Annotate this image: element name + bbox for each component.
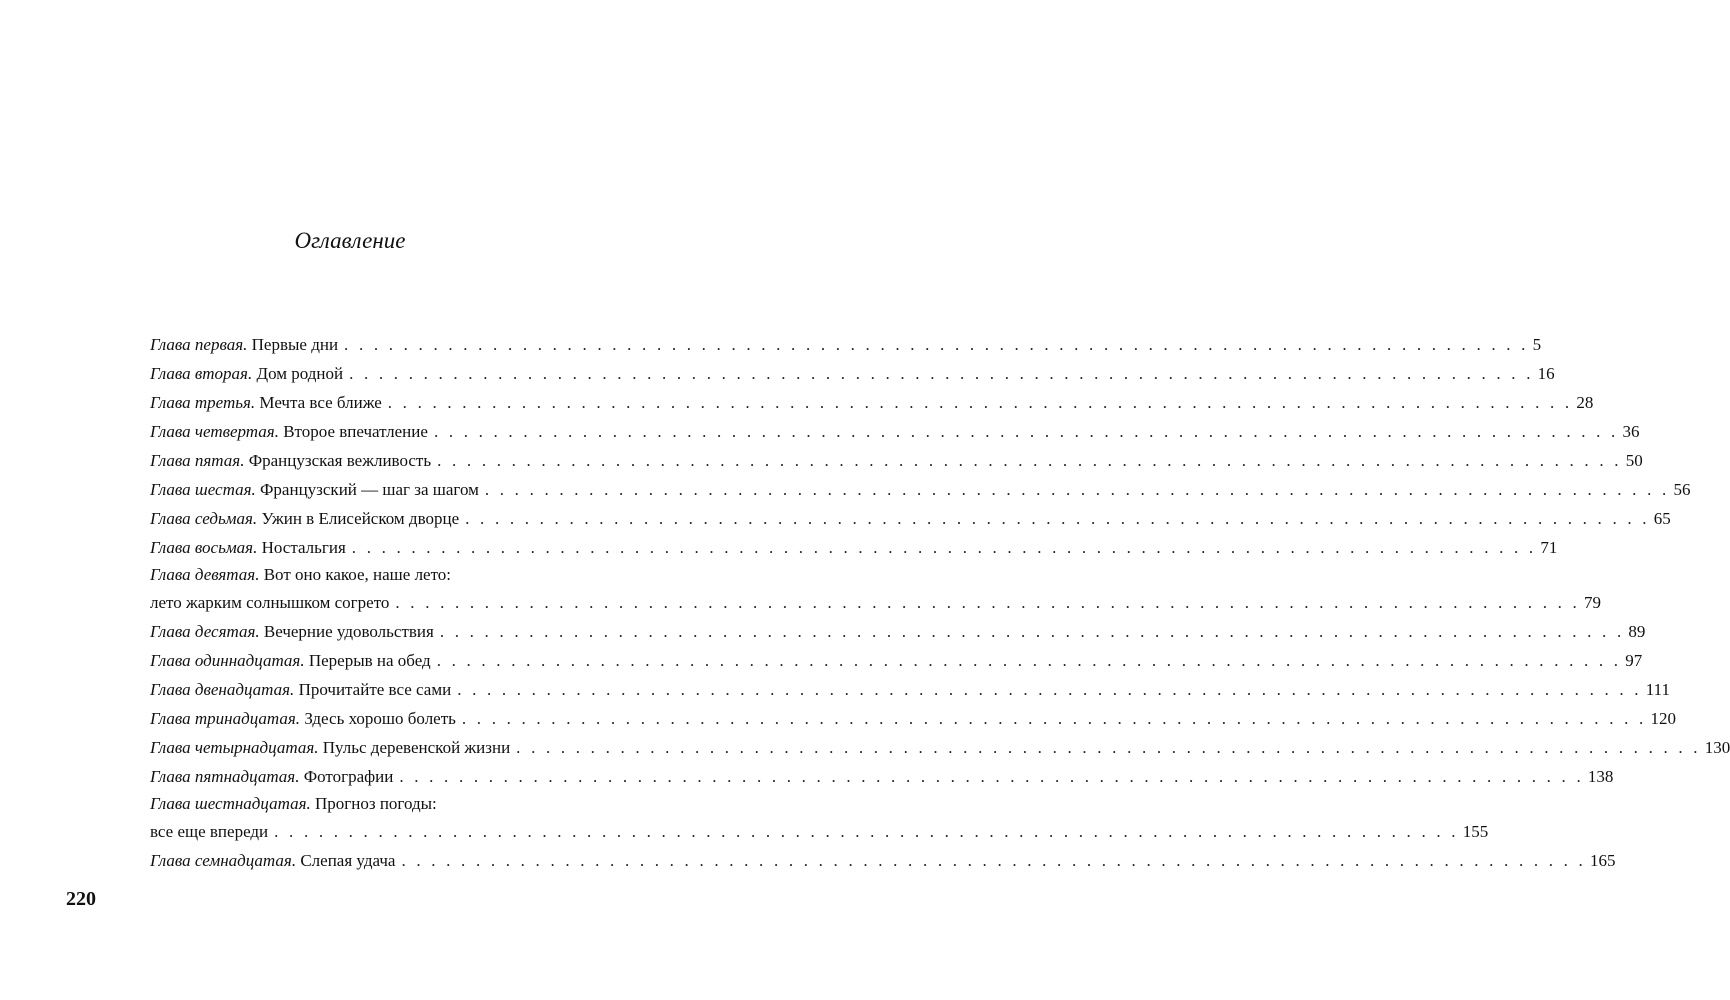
chapter-title: Прогноз погоды: <box>315 794 437 813</box>
toc-entry <box>150 791 1489 846</box>
page-ref: 71 <box>1540 538 1558 557</box>
toc-label <box>150 733 510 762</box>
toc-line <box>150 817 1489 846</box>
dot-leader: . . . . . . . . . . . . . . . . . . . . . . . . . . . . . . . . . . . . . . . . . . . . . . . . . . . . . . . . . . . . . . . . . . . . . . . . . . . . . . . . <box>461 709 1647 728</box>
toc-label <box>150 846 395 875</box>
toc-label <box>150 359 343 388</box>
page-ref: 120 <box>1650 709 1676 728</box>
dot-leader: . . . . . . . . . . . . . . . . . . . . . . . . . . . . . . . . . . . . . . . . . . . . . . . . . . . . . . . . . . . . . . . . . . . . . . . . . . . . . . . . <box>399 767 1584 786</box>
page-ref: 111 <box>1645 680 1670 699</box>
chapter-number: Глава шестая. <box>150 480 256 499</box>
toc-entry <box>150 617 1646 646</box>
toc-entry <box>150 330 1542 359</box>
dot-leader: . . . . . . . . . . . . . . . . . . . . . . . . . . . . . . . . . . . . . . . . . . . . . . . . . . . . . . . . . . . . . . . . . . . . . . . . . . . . . . . . <box>516 738 1701 757</box>
page-ref: 56 <box>1673 480 1691 499</box>
page-ref: 65 <box>1653 509 1671 528</box>
table-of-contents <box>150 330 1730 875</box>
chapter-title-continued: лето жарким солнышком согрето <box>150 593 390 612</box>
chapter-title: Второе впечатление <box>283 422 428 441</box>
chapter-title: Мечта все ближе <box>259 393 382 412</box>
chapter-title: Вот оно какое, наше лето: <box>263 565 452 584</box>
page-ref: 165 <box>1590 851 1616 870</box>
chapter-title: Ностальгия <box>261 538 346 557</box>
chapter-title: Пульс деревенской жизни <box>322 738 511 757</box>
dot-leader: . . . . . . . . . . . . . . . . . . . . . . . . . . . . . . . . . . . . . . . . . . . . . . . . . . . . . . . . . . . . . . . . . . . . . . . . . . . . . . . . <box>395 593 1580 612</box>
toc-entry <box>150 646 1643 675</box>
toc-label <box>150 504 459 533</box>
chapter-number: Глава третья. <box>150 393 256 412</box>
chapter-number: Глава седьмая. <box>150 509 258 528</box>
chapter-title: Вечерние удовольствия <box>263 622 434 641</box>
toc-label <box>150 704 456 733</box>
toc-entry <box>150 475 1691 504</box>
chapter-number: Глава десятая. <box>150 622 260 641</box>
toc-entry <box>150 704 1676 733</box>
dot-leader: . . . . . . . . . . . . . . . . . . . . . . . . . . . . . . . . . . . . . . . . . . . . . . . . . . . . . . . . . . . . . . . . . . . . . . . . . . . . . . . . <box>351 538 1537 557</box>
chapter-number: Глава двенадцатая. <box>150 680 295 699</box>
page-number: 220 <box>66 888 96 910</box>
chapter-number: Глава пятая. <box>150 451 245 470</box>
toc-label <box>150 675 451 704</box>
dot-leader: . . . . . . . . . . . . . . . . . . . . . . . . . . . . . . . . . . . . . . . . . . . . . . . . . . . . . . . . . . . . . . . . . . . . . . . . . . . . . . . . <box>433 422 1619 441</box>
page-ref: 28 <box>1576 393 1594 412</box>
page-ref: 138 <box>1587 767 1614 786</box>
chapter-number: Глава одиннадцатая. <box>150 651 305 670</box>
toc-line <box>150 704 1676 733</box>
toc-entry <box>150 675 1670 704</box>
chapter-number: Глава пятнадцатая. <box>150 767 300 786</box>
dot-leader: . . . . . . . . . . . . . . . . . . . . . . . . . . . . . . . . . . . . . . . . . . . . . . . . . . . . . . . . . . . . . . . . . . . . . . . . . . . . . . . . <box>439 622 1625 641</box>
toc-entry <box>150 533 1558 562</box>
dot-leader: . . . . . . . . . . . . . . . . . . . . . . . . . . . . . . . . . . . . . . . . . . . . . . . . . . . . . . . . . . . . . . . . . . . . . . . . . . . . . . . . <box>274 822 1459 841</box>
chapter-number: Глава первая. <box>150 335 248 354</box>
toc-label <box>150 562 451 588</box>
chapter-title: Прочитайте все сами <box>298 680 452 699</box>
toc-line <box>150 359 1555 388</box>
toc-line <box>150 846 1616 875</box>
chapter-title: Перерыв на обед <box>308 651 431 670</box>
toc-entry <box>150 359 1555 388</box>
dot-leader: . . . . . . . . . . . . . . . . . . . . . . . . . . . . . . . . . . . . . . . . . . . . . . . . . . . . . . . . . . . . . . . . . . . . . . . . . . . . . . . . <box>401 851 1587 870</box>
chapter-title-continued: все еще впереди <box>150 822 269 841</box>
toc-line <box>150 733 1730 762</box>
toc-label <box>150 475 479 504</box>
toc-line <box>150 646 1643 675</box>
toc-entry <box>150 446 1643 475</box>
chapter-title: Французская вежливость <box>248 451 432 470</box>
toc-entry <box>150 846 1616 875</box>
toc-entry <box>150 504 1671 533</box>
toc-label <box>150 762 393 791</box>
page-ref: 89 <box>1628 622 1646 641</box>
toc-entry <box>150 417 1640 446</box>
dot-leader: . . . . . . . . . . . . . . . . . . . . . . . . . . . . . . . . . . . . . . . . . . . . . . . . . . . . . . . . . . . . . . . . . . . . . . . . . . . . . . . . <box>465 509 1650 528</box>
toc-label <box>150 417 428 446</box>
toc-line <box>150 791 600 817</box>
chapter-title: Ужин в Елисейском дворце <box>261 509 460 528</box>
toc-entry <box>150 762 1614 791</box>
toc-line <box>150 504 1671 533</box>
toc-label <box>150 533 346 562</box>
toc-label <box>150 791 437 817</box>
page-ref: 36 <box>1622 422 1640 441</box>
toc-entry <box>150 733 1730 762</box>
toc-line <box>150 588 1601 617</box>
page-ref: 79 <box>1583 593 1601 612</box>
chapter-number: Глава четырнадцатая. <box>150 738 319 757</box>
page-title: Оглавление <box>294 228 406 253</box>
dot-leader: . . . . . . . . . . . . . . . . . . . . . . . . . . . . . . . . . . . . . . . . . . . . . . . . . . . . . . . . . . . . . . . . . . . . . . . . . . . . . . . . <box>484 480 1670 499</box>
dot-leader: . . . . . . . . . . . . . . . . . . . . . . . . . . . . . . . . . . . . . . . . . . . . . . . . . . . . . . . . . . . . . . . . . . . . . . . . . . . . . . . . <box>457 680 1642 699</box>
toc-label <box>150 646 431 675</box>
toc-label <box>150 388 382 417</box>
page-ref: 155 <box>1462 822 1489 841</box>
chapter-title: Здесь хорошо болеть <box>304 709 456 728</box>
toc-line <box>150 533 1558 562</box>
toc-line <box>150 388 1594 417</box>
toc-line <box>150 475 1691 504</box>
page-ref: 97 <box>1625 651 1643 670</box>
chapter-title: Дом родной <box>256 364 344 383</box>
chapter-number: Глава четвертая. <box>150 422 279 441</box>
chapter-title: Французский — шаг за шагом <box>260 480 479 499</box>
toc-entry <box>150 562 1601 617</box>
chapter-number: Глава девятая. <box>150 565 260 584</box>
page-ref: 130 <box>1704 738 1730 757</box>
chapter-number: Глава тринадцатая. <box>150 709 301 728</box>
chapter-number: Глава вторая. <box>150 364 253 383</box>
toc-label <box>150 617 434 646</box>
toc-line <box>150 675 1670 704</box>
page-ref: 16 <box>1537 364 1555 383</box>
dot-leader: . . . . . . . . . . . . . . . . . . . . . . . . . . . . . . . . . . . . . . . . . . . . . . . . . . . . . . . . . . . . . . . . . . . . . . . . . . . . . . . . <box>437 451 1622 470</box>
chapter-title: Первые дни <box>251 335 339 354</box>
toc-label <box>150 330 338 359</box>
chapter-title: Фотографии <box>303 767 394 786</box>
dot-leader: . . . . . . . . . . . . . . . . . . . . . . . . . . . . . . . . . . . . . . . . . . . . . . . . . . . . . . . . . . . . . . . . . . . . . . . . . . . . . . . . <box>436 651 1622 670</box>
page-ref: 5 <box>1532 335 1542 354</box>
toc-line <box>150 330 1542 359</box>
toc-line <box>150 417 1640 446</box>
chapter-number: Глава восьмая. <box>150 538 258 557</box>
dot-leader: . . . . . . . . . . . . . . . . . . . . . . . . . . . . . . . . . . . . . . . . . . . . . . . . . . . . . . . . . . . . . . . . . . . . . . . . . . . . . . . . <box>349 364 1534 383</box>
chapter-number: Глава семнадцатая. <box>150 851 297 870</box>
dot-leader: . . . . . . . . . . . . . . . . . . . . . . . . . . . . . . . . . . . . . . . . . . . . . . . . . . . . . . . . . . . . . . . . . . . . . . . . . . . . . . . . <box>387 393 1573 412</box>
page-ref: 50 <box>1625 451 1643 470</box>
toc-line <box>150 617 1646 646</box>
chapter-title: Слепая удача <box>300 851 396 870</box>
toc-entry <box>150 388 1594 417</box>
dot-leader: . . . . . . . . . . . . . . . . . . . . . . . . . . . . . . . . . . . . . . . . . . . . . . . . . . . . . . . . . . . . . . . . . . . . . . . . . . . . . . . . <box>344 335 1529 354</box>
toc-label <box>150 446 431 475</box>
toc-line <box>150 446 1643 475</box>
chapter-number: Глава шестнадцатая. <box>150 794 311 813</box>
toc-line <box>150 562 600 588</box>
toc-line <box>150 762 1614 791</box>
